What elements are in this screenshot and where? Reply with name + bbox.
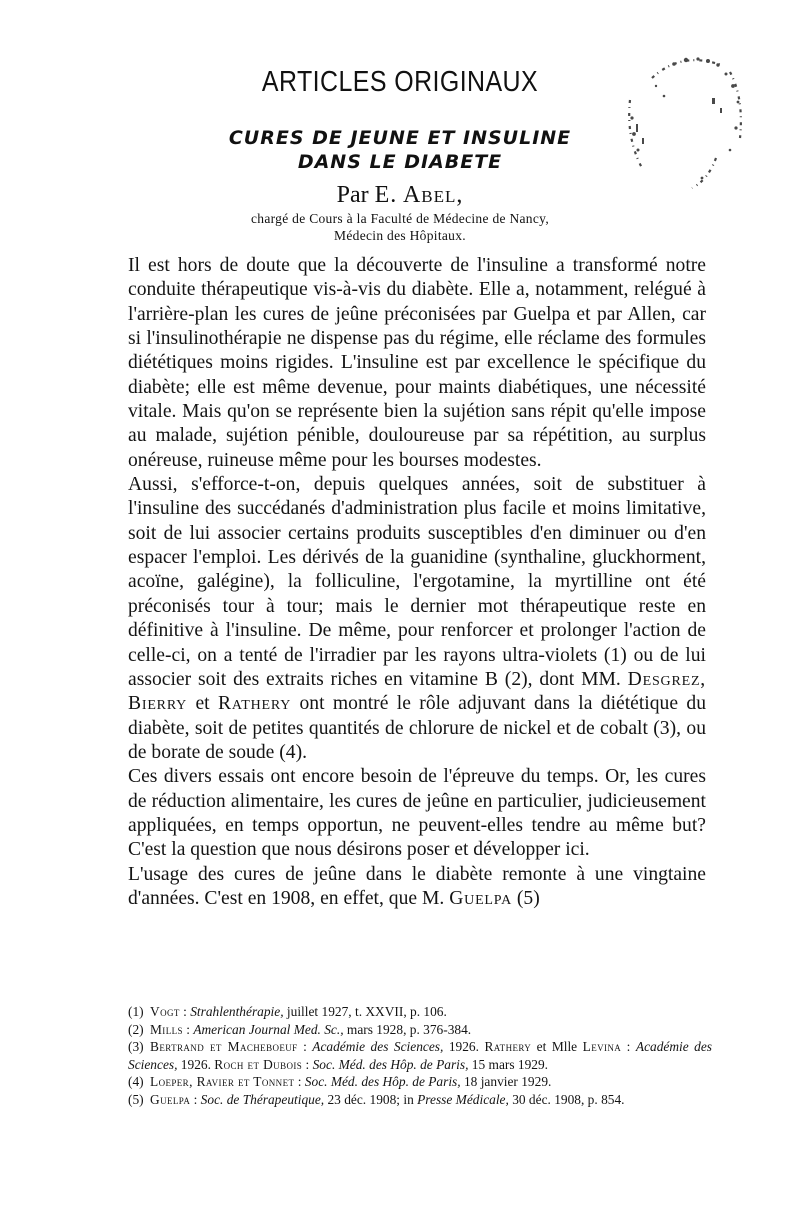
footnote-5: (5) Guelpa : Soc. de Thérapeutique, 23 déc. 1908; in Presse Médicale, 30 déc. 1908, p. 854. bbox=[128, 1091, 625, 1107]
paragraph-2-part-c: ont montré le rôle adjuvant dans la diététique du diabète, soit de petites quantités de chlorure de nickel et de cobalt (3), ou de borate de soude (4). bbox=[128, 693, 706, 763]
paragraph-2-part-a: Aussi, s'efforce-t-on, depuis quelques années, soit de substituer à l'insuline des succédanés d'administration plus facile et moins limitative, soit de lui associer certains produits susceptibles d'en diminuer ou d'en espacer l'emploi. Les dérivés de la guanidine (synthaline, gluckhorment, acoïne, galégine), la folliculine, l'ergotamine, la myrtilline ont été préconisés tour à tour; mais le dernier mot thérapeutique reste en définitive à l'insuline. De même, pour renforcer et prolonger l'action de celle-ci, on a tenté de l'irradier par les rayons ultra-violets (1) ou de lui associer soit des extraits riches en vitamine B (2), dont MM. bbox=[128, 474, 706, 690]
names-desgrez-bierry: Desgrez, Bierry bbox=[128, 668, 706, 715]
article-title-line2: DANS LE DIABETE bbox=[297, 151, 503, 173]
paragraph-2-part-b: et bbox=[187, 693, 218, 715]
footnote-2: (2) Mills : American Journal Med. Sc., mars 1928, p. 376-384. bbox=[128, 1021, 472, 1037]
affiliation-line2: Médecin des Hôpitaux. bbox=[334, 228, 466, 243]
article-body bbox=[128, 254, 706, 911]
paragraph-1: Il est hors de doute que la découverte de l'insuline a transformé notre conduite thérapeutique vis-à-vis du diabète. Elle a, notamment, relégué à l'arrière-plan les cures de jeûne préconisées par Guelpa et par Allen, car si l'insulinothérapie ne dispense pas du régime, elle réclame des formules diététiques moins rigides. L'insuline est par excellence le spécifique du diabète; elle est même devenue, pour maints diabétiques, une nécessité vitale. Mais qu'on se représente bien la sujétion sans répit qu'elle impose au malade, sujétion pénible, douloureuse par sa répétition, au surplus onéreuse, ruineuse même pour les bourses modestes. bbox=[128, 255, 706, 471]
footnote-4: (4) Loeper, Ravier et Tonnet : Soc. Méd. des Hôp. de Paris, 18 janvier 1929. bbox=[128, 1074, 552, 1090]
footnotes bbox=[128, 1003, 712, 1109]
footnote-3: (3) Bertrand et Macheboeuf : Académie des Sciences, 1926. Rathery et Mlle Levina : Académie des Sciences, 1926. Roch et Dubois : Soc. Méd. des Hôp. de Paris, 15 mars 1929. bbox=[128, 1039, 713, 1072]
library-stamp-icon bbox=[612, 38, 752, 198]
article-title-line1: CURES DE JEUNE ET INSULINE bbox=[228, 127, 572, 149]
author-line bbox=[0, 182, 800, 209]
paragraph-4-part-b: (5) bbox=[511, 887, 540, 909]
paragraph-4 bbox=[128, 863, 706, 912]
footnote-1: (1) Vogt : Strahlenthérapie, juillet 1927, t. XXVII, p. 106. bbox=[128, 1004, 447, 1019]
paragraph-2 bbox=[128, 473, 706, 765]
section-title: ARTICLES ORIGINAUX bbox=[261, 66, 539, 98]
name-rathery: Rathery bbox=[218, 693, 292, 715]
author-name: E. Abel, bbox=[374, 182, 464, 208]
paragraph-3: Ces divers essais ont encore besoin de l'épreuve du temps. Or, les cures de réduction alimentaire, les cures de jeûne en particulier, judicieusement appliquées, en temps opportun, ne peuvent-elles tendre au même but? C'est la question que nous désirons poser et développer ici. bbox=[128, 766, 706, 861]
author-prefix: Par bbox=[336, 182, 369, 208]
affiliation-line1: chargé de Cours à la Faculté de Médecine de Nancy, bbox=[250, 211, 549, 226]
paragraph-4-part-a: L'usage des cures de jeûne dans le diabète remonte à une vingtaine d'années. C'est en 1908, en effet, que M. bbox=[128, 863, 706, 909]
name-guelpa: Guelpa bbox=[449, 887, 512, 909]
